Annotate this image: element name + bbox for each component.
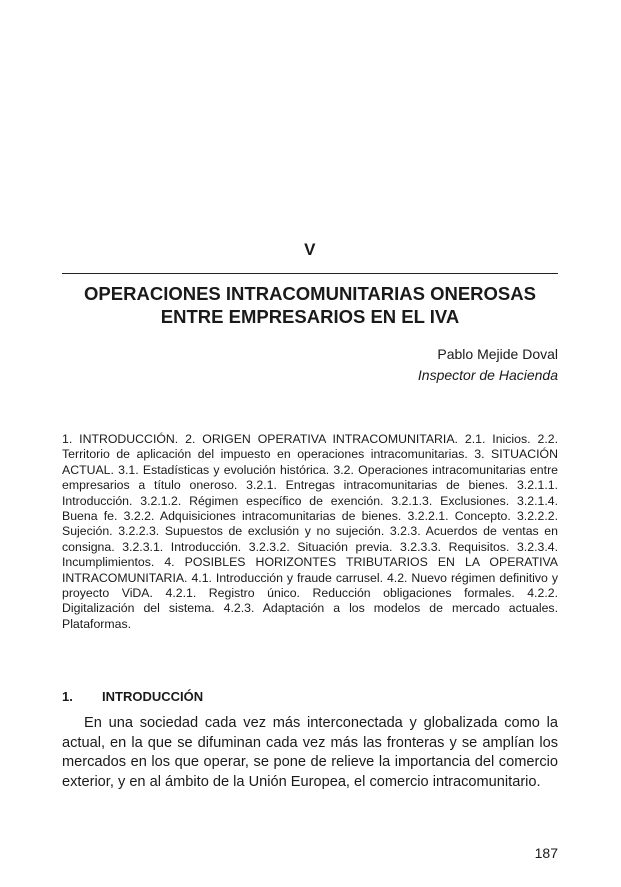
- section-title: INTRODUCCIÓN: [102, 689, 204, 704]
- document-page: [62, 0, 558, 887]
- title-rule: [62, 273, 558, 274]
- section-heading: [62, 688, 558, 706]
- page-number: 187: [534, 845, 558, 861]
- chapter-title-line-2: ENTRE EMPRESARIOS EN EL IVA: [160, 306, 460, 327]
- chapter-number: V: [304, 240, 316, 259]
- author-block: [418, 344, 558, 386]
- author-role: Inspector de Hacienda: [417, 367, 558, 383]
- chapter-title-line-1: OPERACIONES INTRACOMUNITARIAS ONEROSAS: [84, 283, 536, 304]
- section-number: 1.: [62, 689, 73, 704]
- chapter-title: [62, 282, 558, 328]
- chapter-summary: 1. INTRODUCCIÓN. 2. ORIGEN OPERATIVA INTRACOMUNITARIA. 2.1. Inicios. 2.2. Territorio de aplicación del impuesto en operaciones intracomunitarias. 3. SITUACIÓN ACTUAL. 3.1. Estadísticas y evolución histórica. 3.2. Operaciones intracomunitarias entre empresarios a título oneroso. 3.2.1. Entregas intracomunitarias de bienes. 3.2.1.1. Introducción. 3.2.1.2. Régimen específico de exención. 3.2.1.3. Exclusiones. 3.2.1.4. Buena fe. 3.2.2. Adquisiciones intracomunitarias de bienes. 3.2.2.1. Concepto. 3.2.2.2. Sujeción. 3.2.2.3. Supuestos de exclusión y no sujeción. 3.2.3. Acuerdos de ventas en consigna. 3.2.3.1. Introducción. 3.2.3.2. Situación previa. 3.2.3.3. Requisitos. 3.2.3.4. Incumplimientos. 4. POSIBLES HORIZONTES TRIBUTARIOS EN LA OPERATIVA INTRACOMUNITARIA. 4.1. Introducción y fraude carrusel. 4.2. Nuevo régimen definitivo y proyecto ViDA. 4.2.1. Registro único. Reducción obligaciones formales. 4.2.2. Digitalización del sistema. 4.2.3. Adaptación a los modelos de mercado actuales. Plataformas.: [62, 432, 558, 631]
- author-name: Pablo Mejide Doval: [437, 346, 558, 362]
- body-paragraph: En una sociedad cada vez más interconectada y globalizada como la actual, en la que se difuminan cada vez más las fronteras y se amplían los mercados en los que operar, se pone de relieve la importancia del comercio exterior, y en al ámbito de la Unión Europea, el comercio intracomunitario.: [62, 715, 558, 790]
